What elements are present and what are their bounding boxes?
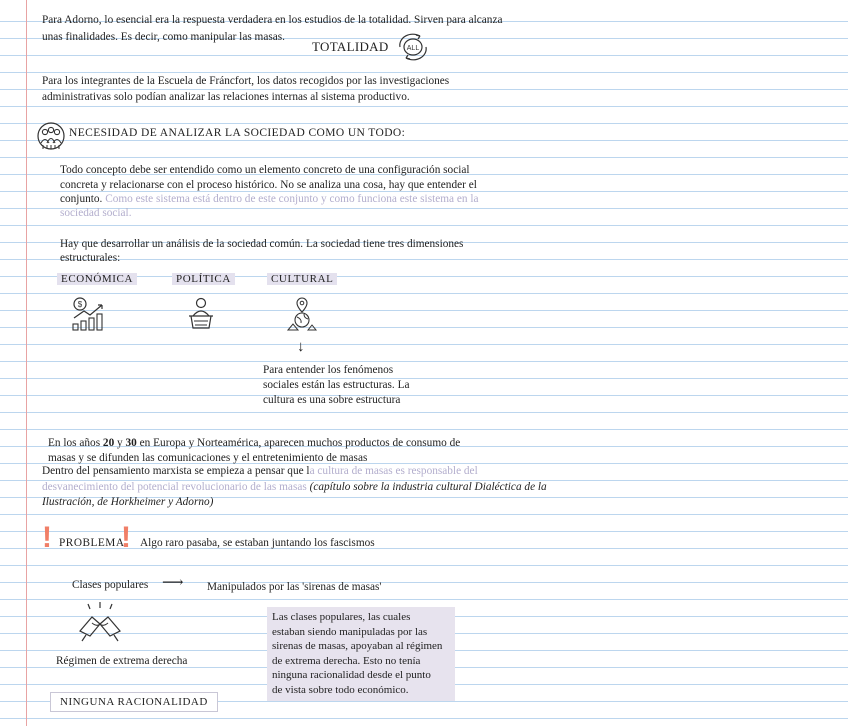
economy-chart-icon [70,296,112,332]
note-box-line-4: de extrema derecha. Esto no tenía [272,654,421,667]
label-economica: ECONÓMICA [57,273,137,285]
years-pre: En los años [48,437,101,449]
culture-location-icon [284,296,320,332]
cultural-note-3: cultura es una sobre estructura [263,394,401,406]
dimensions-line-2: estructurales: [60,252,121,264]
concept-line-2: concreta y relacionarse con el proceso histórico. No se analiza una cosa, hay que entender el [60,179,477,191]
concept-line-4: sociedad social. [60,207,132,219]
concept-line-3-start: conjunto. [60,193,103,205]
society-group-icon [36,121,66,151]
svg-text:$: $ [77,300,83,309]
exclamation-icon-left: ! [42,521,52,554]
marxist-line-1-start: Dentro del pensamiento marxista se empieza a pensar que l [42,465,310,477]
year-30: 30 [125,437,137,449]
cultural-note-1: Para entender los fenómenos [263,364,394,376]
ninguna-racionalidad-box: NINGUNA RACIONALIDAD [50,692,218,712]
down-arrow: ↓ [297,339,305,355]
dimensions-line-1: Hay que desarrollar un análisis de la sociedad común. La sociedad tiene tres dimensiones [60,238,464,250]
cultural-note-2: sociales están las estructuras. La [263,379,410,391]
year-20: 20 [102,437,115,449]
marxist-line-1 [42,463,478,479]
marxist-line-3-italic: Ilustración, de Horkheimer y Adorno) [42,496,214,508]
marxist-line-2-faded: desvanecimiento del potencial revolucionario de las masas [42,481,307,493]
intro-line-1: Para Adorno, lo esencial era la respuesta verdadera en los estudios de la totalidad. Sirven para alcanza [42,14,503,26]
intro-line-2: unas finalidades. Es decir, como manipular las masas. [42,31,285,43]
all-badge-text: ALL [406,45,420,52]
clases-note-box [267,607,455,701]
label-politica: POLÍTICA [172,273,235,285]
regimen-label: Régimen de extrema derecha [56,655,188,667]
section-heading: NECESIDAD DE ANALIZAR LA SOCIEDAD COMO UN TODO: [69,127,406,139]
marxist-line-1-faded: a cultura de masas es responsable del [309,465,478,477]
marxist-line-3 [42,494,213,510]
totalidad-label: TOTALIDAD [312,39,389,54]
note-box-line-3: sirenas de masas, apoyaban al régimen [272,640,443,653]
marxist-line-2 [42,479,547,495]
exclamation-icon-right: ! [121,521,131,554]
frankfurt-line-1: Para los integrantes de la Escuela de Fráncfort, los datos recogidos por las investigaciones [42,75,450,87]
clases-text: Manipulados por las 'sirenas de masas' [207,581,382,593]
handshake-icon [76,601,124,645]
note-box-line-1: Las clases populares, las cuales [272,611,411,623]
note-box-line-5: ninguna racionalidad desde el punto [272,669,431,682]
label-cultural: CULTURAL [267,273,337,285]
note-box-line-6: de vista sobre todo económico. [272,683,409,696]
all-cycle-icon [396,33,430,61]
years-post: en Europa y Norteamérica, aparecen muchos productos de consumo de [139,437,461,449]
concept-line-3-faded: Como este sistema está dentro de este conjunto y como funciona este sistema en la [105,193,479,205]
marxist-line-2-italic: (capítulo sobre la industria cultural Dialéctica de la [309,481,547,493]
politician-podium-icon [183,296,219,332]
years-line-2: masas y se difunden las comunicaciones y el entretenimiento de masas [48,452,368,464]
concept-line-1: Todo concepto debe ser entendido como un elemento concreto de una configuración social [60,164,470,176]
clases-label: Clases populares [72,579,149,591]
problema-text: Algo raro pasaba, se estaban juntando los fascismos [140,537,375,549]
years-and: y [117,437,123,449]
notebook-margin-line [26,0,27,726]
right-arrow: ⟶ [162,575,184,591]
years-line-1 [48,435,460,451]
problema-label: PROBLEMA [59,537,125,549]
note-box-line-2: estaban siendo manipuladas por las [272,625,428,638]
frankfurt-line-2: administrativas solo podían analizar las relaciones internas al sistema productivo. [42,91,410,103]
